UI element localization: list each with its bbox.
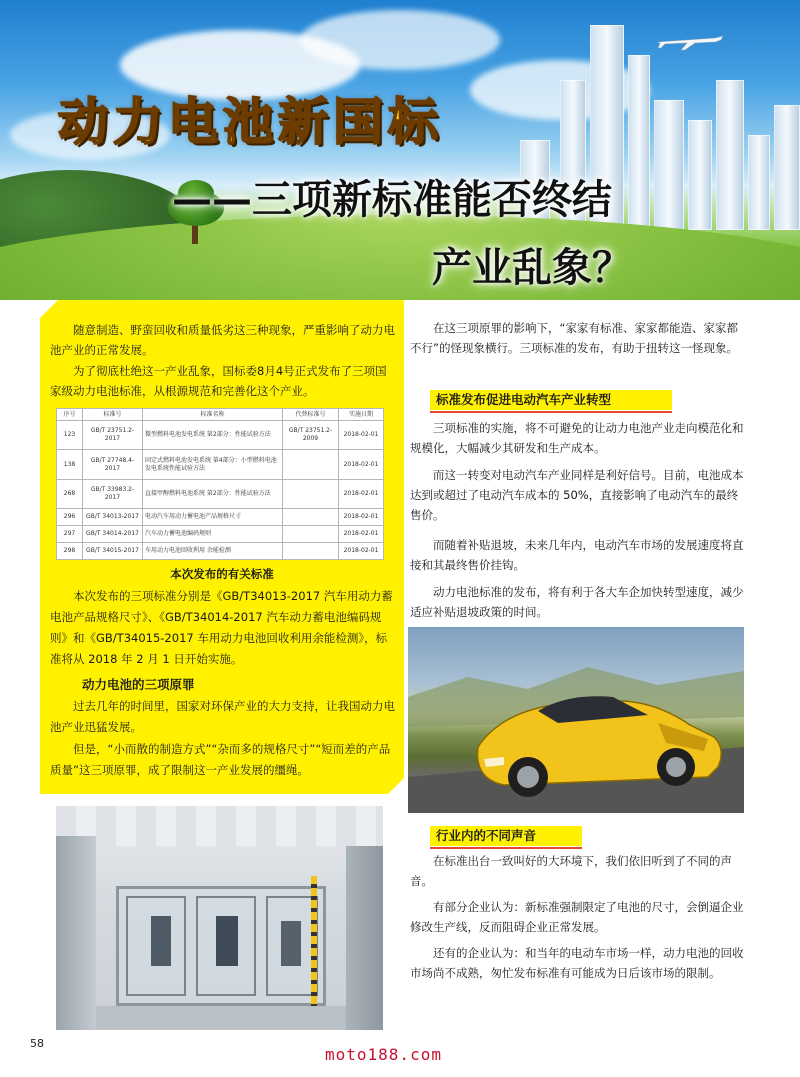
header-banner <box>0 0 800 300</box>
right-paragraph-1: 在这三项原罪的影响下，“家家有标准、家家都能造、家家都不行”的怪现象横行。三项标准的发布，有助于扭转这一怪现象。 <box>410 321 738 355</box>
table-row <box>57 526 384 543</box>
table-row <box>57 479 384 508</box>
table-cell: GB/T 34015-2017 <box>83 543 143 560</box>
table-header-cell: 代替标准号 <box>283 409 339 421</box>
table-cell: 296 <box>57 509 83 526</box>
table-cell: GB/T 27748.4-2017 <box>83 450 143 479</box>
table-cell <box>283 479 339 508</box>
battery-factory-photo <box>56 806 383 1030</box>
left-paragraph-2: 为了彻底杜绝这一产业乱象，国标委8月4号正式发布了三项国家级动力电池标准，从根源规范和完善化这个产业。 <box>50 364 387 398</box>
right-paragraph-5: 动力电池标准的发布，将有利于各大车企加快转型速度，减少适应补贴退坡政策的时间。 <box>410 585 744 619</box>
table-cell: 297 <box>57 526 83 543</box>
page-subtitle-line2: 产业乱象？ <box>432 245 632 291</box>
table-row <box>57 509 384 526</box>
table-cell: 298 <box>57 543 83 560</box>
right-paragraph-6: 在标准出台一致叫好的大环境下，我们依旧听到了不同的声音。 <box>410 854 732 888</box>
table-cell: 电动汽车用动力蓄电池产品规格尺寸 <box>143 509 283 526</box>
table-header-cell: 实施日期 <box>339 409 384 421</box>
left-paragraph-3: 本次发布的三项标准分别是《GB/T34013-2017 汽车用动力蓄电池产品规格尺寸》、《GB/T34014-2017 汽车动力蓄电池编码规则》和《GB/T34015-2017 车用动力电池回收利用余能检测》，标准将从 2018 年 2 月 1 日开始实施。 <box>50 589 393 666</box>
right-paragraph-4: 而随着补贴退坡，未来几年内，电动汽车市场的发展速度将直接和其最终售价挂钩。 <box>410 538 744 572</box>
right-paragraph-3: 而这一转变对电动汽车产业同样是利好信号。目前，电池成本达到或超过了电动汽车成本的 50%，直接影响了电动汽车的最终售价。 <box>410 468 744 522</box>
table-cell: 2018-02-01 <box>339 543 384 560</box>
table-cell: 微型燃料电池发电系统 第2部分：性能试验方法 <box>143 421 283 450</box>
section-title-three-sins: 动力电池的三项原罪 <box>82 677 195 692</box>
table-caption: 本次发布的有关标准 <box>170 567 274 581</box>
table-cell: GB/T 34013-2017 <box>83 509 143 526</box>
left-paragraph-5: 但是，“小而散的制造方式”“杂而多的规格尺寸”“短而差的产品质量”这三项原罪，成了限制这一产业发展的缰绳。 <box>50 742 391 777</box>
right-paragraph-2: 三项标准的实施，将不可避免的让动力电池产业走向模范化和规模化，大幅减少其研发和生产成本。 <box>410 421 744 455</box>
page-number: 58 <box>30 1037 44 1050</box>
table-cell: 268 <box>57 479 83 508</box>
table-cell: 2018-02-01 <box>339 479 384 508</box>
page-subtitle-line1: ——三项新标准能否终结 <box>172 177 612 223</box>
sports-car-illustration <box>408 627 744 813</box>
table-row <box>57 450 384 479</box>
right-paragraph-7: 有部分企业认为：新标准强制限定了电池的尺寸，会倒逼企业修改生产线，反而阻碍企业正常发展。 <box>410 900 744 934</box>
table-cell: GB/T 23751.2-2009 <box>283 421 339 450</box>
section-heading-different-voices: 行业内的不同声音 <box>430 826 582 846</box>
table-cell: 2018-02-01 <box>339 526 384 543</box>
table-cell: 直接甲醇燃料电池系统 第2部分：性能试验方法 <box>143 479 283 508</box>
site-watermark: moto188.com <box>325 1045 442 1064</box>
table-cell: 2018-02-01 <box>339 509 384 526</box>
left-paragraph-1: 随意制造、野蛮回收和质量低劣这三种现象，严重影响了动力电池产业的正常发展。 <box>50 323 395 357</box>
table-cell: GB/T 23751.2-2017 <box>83 421 143 450</box>
table-cell <box>283 526 339 543</box>
table-cell: GB/T 34014-2017 <box>83 526 143 543</box>
airplane-icon <box>655 28 725 52</box>
table-cell: 2018-02-01 <box>339 450 384 479</box>
standards-table <box>56 408 384 560</box>
right-paragraph-8: 还有的企业认为：和当年的电动车市场一样，动力电池的回收市场尚不成熟，匆忙发布标准有可能成为日后该市场的限制。 <box>410 946 744 980</box>
table-header-cell: 标准号 <box>83 409 143 421</box>
table-header-cell: 序号 <box>57 409 83 421</box>
table-cell: 123 <box>57 421 83 450</box>
table-header-row <box>57 409 384 421</box>
table-cell: 汽车动力蓄电池编码规则 <box>143 526 283 543</box>
table-row <box>57 543 384 560</box>
table-header-cell: 标准名称 <box>143 409 283 421</box>
table-cell <box>283 450 339 479</box>
table-cell: 138 <box>57 450 83 479</box>
section-heading-transformation: 标准发布促进电动汽车产业转型 <box>430 390 672 410</box>
left-paragraph-4: 过去几年的时间里，国家对环保产业的大力支持，让我国动力电池产业迅猛发展。 <box>50 699 395 734</box>
table-cell: GB/T 33983.2-2017 <box>83 479 143 508</box>
table-row <box>57 421 384 450</box>
yellow-sports-car-photo <box>408 627 744 813</box>
table-cell <box>283 543 339 560</box>
table-cell: 车用动力电池回收利用 余能检测 <box>143 543 283 560</box>
table-cell: 固定式燃料电池发电系统 第4部分：小型燃料电池发电系统性能试验方法 <box>143 450 283 479</box>
page-title: 动力电池新国标 <box>58 93 443 151</box>
table-cell: 2018-02-01 <box>339 421 384 450</box>
table-cell <box>283 509 339 526</box>
